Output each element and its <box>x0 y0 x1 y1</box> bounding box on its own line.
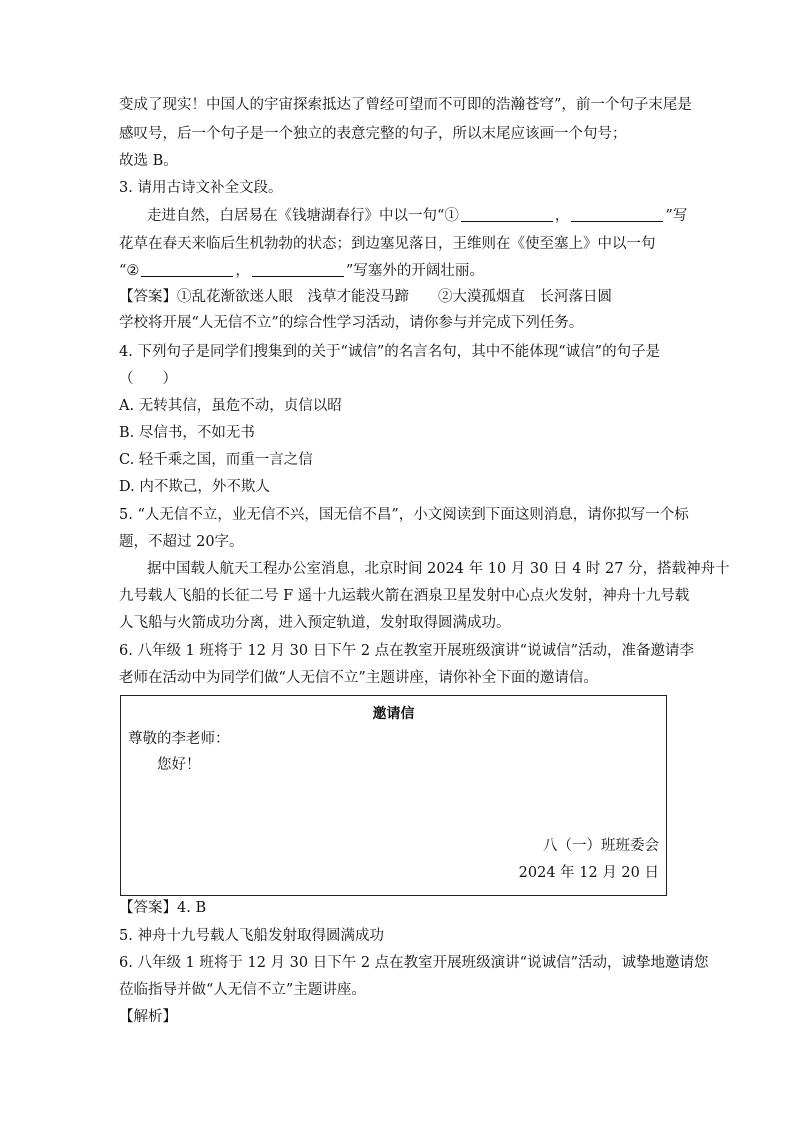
answer-6: 6. 八年级 1 班将于 12 月 30 日下午 2 点在教室开展班级演讲“说诚信”活动，诚挚地邀请您 <box>119 955 709 971</box>
line-3: 故选 B。 <box>119 153 178 169</box>
option-a: A. 无转其信，虽危不动，贞信以昭 <box>119 398 342 414</box>
fill-line-2: 花草在春天来临后生机勃勃的状态；到边塞见落日，王维则在《使至塞上》中以一句 <box>119 236 656 252</box>
fill-line-1 <box>147 206 687 226</box>
option-b: B. 尽信书，不如无书 <box>119 425 255 441</box>
blank-1 <box>461 207 553 222</box>
comma-2: ， <box>235 263 250 279</box>
blank-4 <box>252 262 344 277</box>
news-line-2: 九号载人飞船的长征二号 F 遥十九运载火箭在酒泉卫星发射中心点火发射，神舟十九号载 <box>119 588 690 604</box>
question-5: 5. “人无信不立，业无信不兴，国无信不昌”，小文阅读到下面这则消息，请你拟写一个标 <box>119 507 689 523</box>
fill-text-a: 走进自然，白居易在《钱塘湖春行》中以一句“① <box>147 208 459 224</box>
invitation-signature: 八（一）班班委会 <box>543 838 659 854</box>
question-6: 6. 八年级 1 班将于 12 月 30 日下午 2 点在教室开展班级演讲“说诚信”活动，准备邀请李 <box>119 643 694 659</box>
answer-3: 【答案】①乱花渐欲迷人眼 浅草才能没马蹄 ②大漠孤烟直 长河落日圆 <box>119 289 612 305</box>
question-6-cont: 老师在活动中为同学们做“人无信不立”主题讲座，请你补全下面的邀请信。 <box>119 670 598 686</box>
invitation-box <box>120 695 667 896</box>
answer-4: 【答案】4. B <box>119 900 207 916</box>
fill-text-d: ”写塞外的开阔壮丽。 <box>345 263 484 279</box>
question-3: 3. 请用古诗文补全文段。 <box>119 180 283 196</box>
blank-3 <box>141 262 233 277</box>
option-d: D. 内不欺己，外不欺人 <box>119 479 270 495</box>
question-4: 4. 下列句子是同学们搜集到的关于“诚信”的名言名句，其中不能体现“诚信”的句子是 <box>119 344 661 360</box>
blank-2 <box>571 207 663 222</box>
line-1: 变成了现实！中国人的宇宙探索抵达了曾经可望而不可即的浩瀚苍穹”，前一个句子末尾是 <box>119 97 692 113</box>
question-4-paren: （ ） <box>119 371 177 387</box>
answer-5: 5. 神舟十九号载人飞船发射取得圆满成功 <box>119 928 384 944</box>
news-line-3: 人飞船与火箭成功分离，进入预定轨道，发射取得圆满成功。 <box>119 615 511 631</box>
fill-text-c: “② <box>119 263 140 279</box>
fill-line-3 <box>119 261 484 281</box>
analysis-label: 【解析】 <box>119 1009 177 1025</box>
answer-6-cont: 莅临指导并做“人无信不立”主题讲座。 <box>119 982 366 998</box>
line-2: 感叹号，后一个句子是一个独立的表意完整的句子，所以末尾应该画一个句号； <box>119 126 627 142</box>
fill-text-b: ”写 <box>665 208 688 224</box>
comma-1: ， <box>554 208 570 224</box>
question-5-cont: 题，不超过 20字。 <box>119 534 244 550</box>
invitation-date: 2024 年 12 月 20 日 <box>518 865 659 881</box>
invitation-title: 邀请信 <box>372 706 415 722</box>
option-c: C. 轻千乘之国，而重一言之信 <box>119 452 313 468</box>
activity-intro: 学校将开展“人无信不立”的综合性学习活动，请你参与并完成下列任务。 <box>119 315 584 331</box>
news-line-1: 据中国载人航天工程办公室消息，北京时间 2024 年 10 月 30 日 4 时 27 分，搭载神舟十 <box>147 561 730 577</box>
invitation-salutation: 尊敬的李老师： <box>128 731 230 747</box>
invitation-greeting: 您好！ <box>157 757 201 773</box>
